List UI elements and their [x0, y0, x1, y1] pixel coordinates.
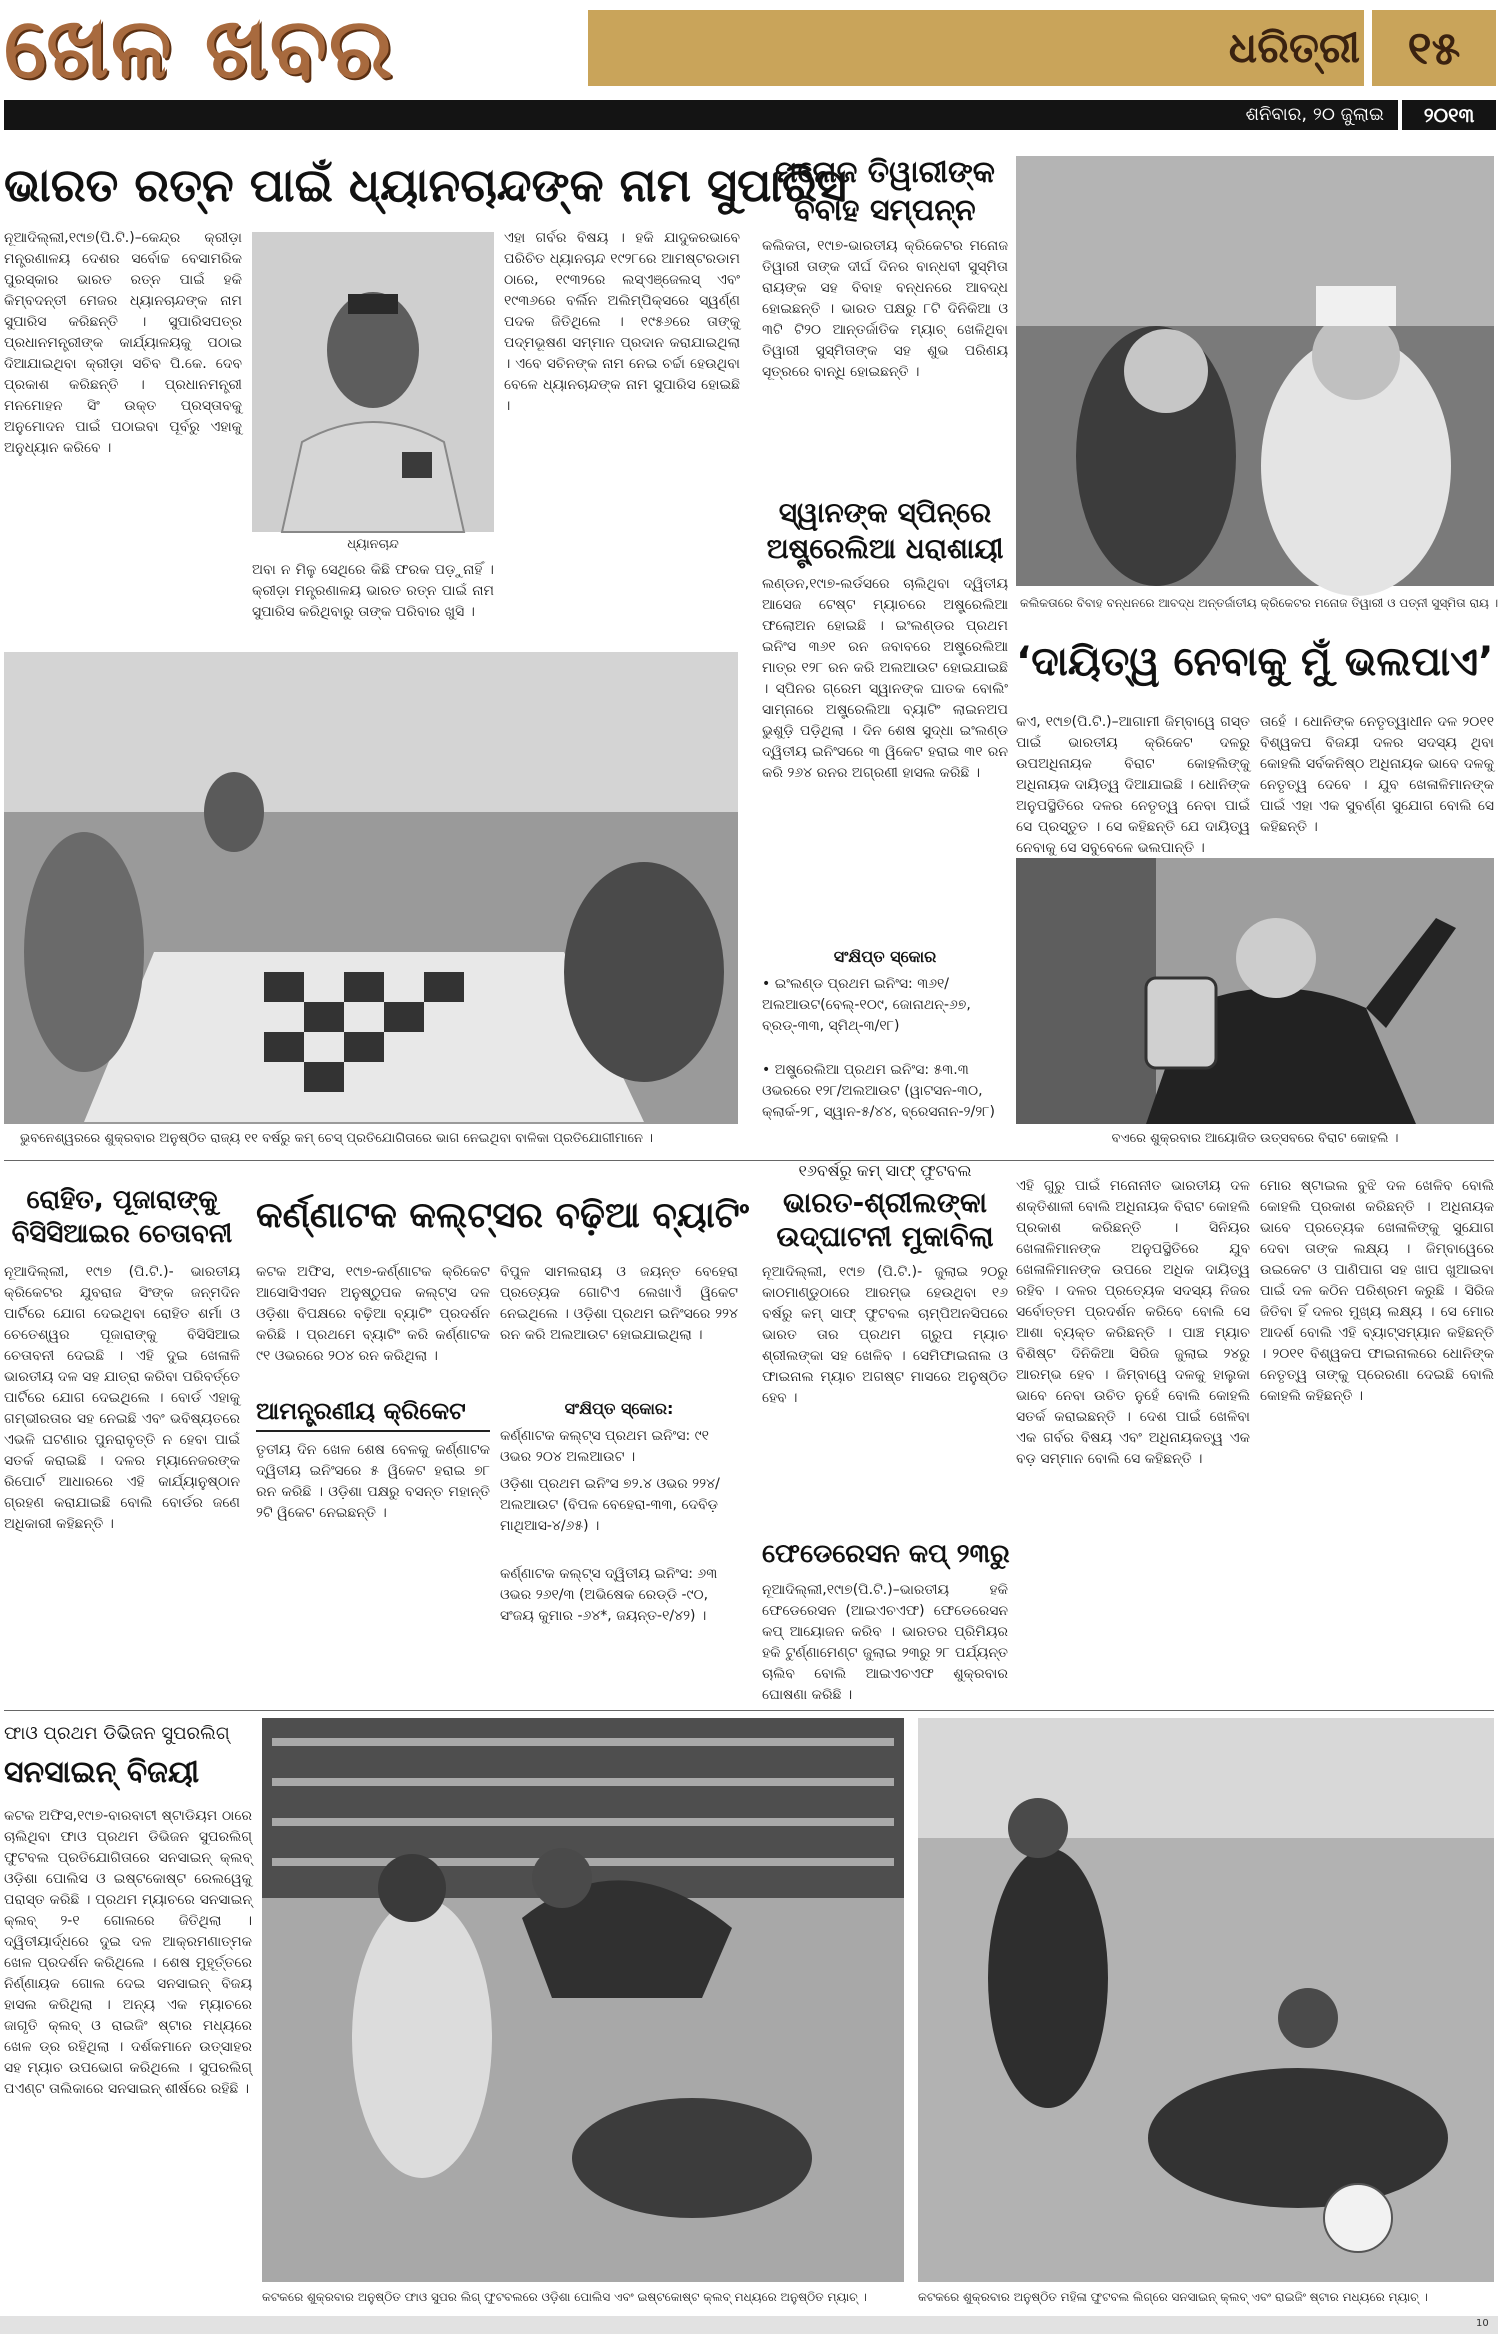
- kohli-cont-col1: ଏହି ଗୁରୁ ପାଇଁ ମନୋନୀତ ଭାରତୀୟ ଦଳ ଶକ୍ତିଶାଳୀ ବୋଲି ଅଧିନାୟକ ବିରାଟ କୋହଲି ପ୍ରକାଶ କରିଛନ୍ତି । ସିନିୟର ଖେଳାଳିମାନଙ୍କ ଅନୁପସ୍ଥିତିରେ ଯୁବ ଖେଳାଳିମାନଙ୍କ ଉପରେ ଅଧିକ ଦାୟିତ୍ୱ ରହିବ । ଦଳର ପ୍ରତ୍ୟେକ ସଦସ୍ୟ ନିଜର ସର୍ବୋତ୍ତମ ପ୍ରଦର୍ଶନ କରିବେ ବୋଲି ସେ ଆଶା ବ୍ୟକ୍ତ କରିଛନ୍ତି । ପାଞ୍ଚ ମ୍ୟାଚ ବିଶିଷ୍ଟ ଦିନିକିଆ ସିରିଜ ଜୁଲାଇ ୨୪ରୁ ଆରମ୍ଭ ହେବ । ଜିମ୍ବାୱେ ଦଳକୁ ହାଲୁକା ଭାବେ ନେବା ଉଚିତ ନୁହେଁ ବୋଲି କୋହଲି ସତର୍କ କରାଇଛନ୍ତି । ଦେଶ ପାଇଁ ଖେଳିବା ଏକ ଗର୍ବର ବିଷୟ ଏବଂ ଅଧିନାୟକତ୍ୱ ଏକ ବଡ଼ ସମ୍ମାନ ବୋଲି ସେ କହିଛନ୍ତି ।: [1016, 1178, 1250, 1467]
- manoj-headline-2: ବିବାହ ସମ୍ପନ୍ନ: [794, 193, 976, 228]
- swann-headline-1: ସ୍ୱାନଙ୍କ ସ୍ପିନ୍‌ରେ: [778, 496, 992, 529]
- football-caption-right: କଟକରେ ଶୁକ୍ରବାର ଅନୁଷ୍ଠିତ ମହିଳା ଫୁଟବଲ ଲିଗ୍‌ରେ ସନସାଇନ୍ କ୍ଲବ୍ ଏବଂ ରାଇଜିଂ ଷ୍ଟାର ମଧ୍ୟରେ ମ୍ୟାଚ୍ ।: [918, 2290, 1428, 2304]
- sunshine-kicker: ଫାଓ ପ୍ରଥମ ଡିଭିଜନ ସୁପରଲିଗ୍: [4, 1723, 230, 1744]
- rohit-headline-2: ବିସିସିଆଇର ଚେତାବନୀ: [11, 1219, 233, 1249]
- page-number: ୧୫: [1372, 10, 1496, 86]
- manoj-headline-1: ମନୋଜ ତିୱାରୀଙ୍କ: [775, 155, 995, 190]
- swann-headline-2: ଅଷ୍ଟ୍ରେଲିଆ ଧରାଶାୟୀ: [766, 532, 1004, 565]
- karnataka-col2: ବିପୁଳ ସାମଲରାୟ ଓ ଜୟନ୍ତ ବେହେରା ପ୍ରତ୍ୟେକ ଗୋଟିଏ ଲେଖାଏଁ ୱିକେଟ ନେଇଥିଲେ । ଓଡ଼ିଶା ପ୍ରଥମ ଇନିଂସରେ ୨୨୪ ରନ କରି ଅଲଆଉଟ ହୋଇଯାଇଥିଲା ।: [500, 1264, 738, 1343]
- football-photo-right: [918, 1718, 1494, 2282]
- saff-headline-1: ଭାରତ-ଶ୍ରୀଲଙ୍କା: [782, 1186, 987, 1219]
- bottom-divider: [4, 1710, 1494, 1711]
- football-photo-left: [262, 1718, 904, 2282]
- karnataka-score-3: କର୍ଣ୍ଣାଟକ କଲ୍‌ଟ୍ସ ଦ୍ୱିତୀୟ ଇନିଂସ: ୬୩ ଓଭର ୨୬୧/୩ (ଅଭିଷେକ ରେଡ୍ଡି -୯୦, ସଂଜୟ କୁମାର -୬୪*, ଜୟନ୍ତ-୧/୪୨) ।: [500, 1566, 718, 1624]
- dhyanchand-caption: ଧ୍ୟାନଚାନ୍ଦ: [347, 537, 399, 552]
- section-divider: [4, 1160, 1494, 1161]
- rohit-body: ନୂଆଦିଲ୍ଲୀ, ୧୯ା୭ (ପି.ଟି.)- ଭାରତୀୟ କ୍ରିକେଟର ଯୁବରାଜ ସିଂଙ୍କ ଜନ୍ମଦିନ ପାର୍ଟିରେ ଯୋଗ ଦେଇଥିବା ରୋହିତ ଶର୍ମା ଓ ଚେତେଶ୍ୱର ପୂଜାରାଙ୍କୁ ବିସିସିଆଇ ଚେତାବନୀ ଦେଇଛି । ଏହି ଦୁଇ ଖେଳାଳି ଭାରତୀୟ ଦଳ ସହ ଯାତ୍ରା କରିବା ପରିବର୍ତ୍ତେ ପାର୍ଟିରେ ଯୋଗ ଦେଇଥିଲେ । ବୋର୍ଡ ଏହାକୁ ଗମ୍ଭୀରତାର ସହ ନେଇଛି ଏବଂ ଭବିଷ୍ୟତରେ ଏଭଳି ଘଟଣାର ପୁନରାବୃତ୍ତି ନ ହେବା ପାଇଁ ସତର୍କ କରାଇଛି । ଦଳର ମ୍ୟାନେଜରଙ୍କ ରିପୋର୍ଟ ଆଧାରରେ ଏହି କାର୍ଯ୍ୟାନୁଷ୍ଠାନ ଗ୍ରହଣ କରାଯାଇଛି ବୋଲି ବୋର୍ଡର ଜଣେ ଅଧିକାରୀ କହିଛନ୍ତି ।: [4, 1264, 240, 1532]
- paper-name: ଧରିତ୍ରୀ: [1228, 23, 1360, 72]
- chess-caption: ଭୁବନେଶ୍ୱରରେ ଶୁକ୍ରବାର ଅନୁଷ୍ଠିତ ରାଜ୍ୟ ୧୧ ବର୍ଷରୁ କମ୍ ଚେସ୍ ପ୍ରତିଯୋଗିତାରେ ଭାଗ ନେଇଥିବା ବାଳିକା ପ୍ରତିଯୋଗୀମାନେ ।: [20, 1131, 654, 1146]
- swann-score-1: • ଇଂଲଣ୍ଡ ପ୍ରଥମ ଇନିଂସ: ୩୬୧/ ଅଲଆଉଟ(ବେଲ୍-୧୦୯, ଜୋନାଥନ୍-୬୭, ବ୍ରଡ୍-୩୩, ସ୍ମିଥ୍-୩/୧୮): [762, 976, 971, 1034]
- kohli-illustration: [1016, 858, 1494, 1124]
- saff-kicker: ୧୬ବର୍ଷରୁ କମ୍ ସାଫ୍ ଫୁଟବଲ: [798, 1161, 972, 1180]
- swann-body: ଲଣ୍ଡନ,୧୯ା୭-ଲର୍ଡସରେ ଚାଲିଥିବା ଦ୍ୱିତୀୟ ଆସେଜ ଟେଷ୍ଟ ମ୍ୟାଚରେ ଅଷ୍ଟ୍ରେଲିଆ ଫଲୋଅନ ହୋଇଛି । ଇଂଲଣ୍ଡର ପ୍ରଥମ ଇନିଂସ ୩୬୧ ରନ ଜବାବରେ ଅଷ୍ଟ୍ରେଲିଆ ମାତ୍ର ୧୨୮ ରନ କରି ଅଲଆଉଟ ହୋଇଯାଇଛି । ସ୍ପିନର ଗ୍ରେମ ସ୍ୱାନଙ୍କ ଘାତକ ବୋଲିଂ ସାମ୍ନାରେ ଅଷ୍ଟ୍ରେଲିଆ ବ୍ୟାଟିଂ ଲାଇନଅପ ଭୁଶୁଡ଼ି ପଡ଼ିଥିଲା । ଦିନ ଶେଷ ସୁଦ୍ଧା ଇଂଲଣ୍ଡ ଦ୍ୱିତୀୟ ଇନିଂସରେ ୩ ୱିକେଟ ହରାଇ ୩୧ ରନ କରି ୨୬୪ ରନର ଅଗ୍ରଣୀ ହାସଲ କରିଛି ।: [762, 576, 1008, 781]
- saff-headline-2: ଉଦ୍‌ଘାଟନୀ ମୁକାବିଲା: [776, 1220, 994, 1253]
- chess-photo: [4, 652, 738, 1124]
- dhyanchand-col1: ନୂଆଦିଲ୍ଲୀ,୧୯ା୭(ପି.ଟି.)–କେନ୍ଦ୍ର କ୍ରୀଡ଼ା ମନ୍ତ୍ରଣାଳୟ ଦେଶର ସର୍ବୋଚ୍ଚ ବେସାମରିକ ପୁରସ୍କାର ଭାରତ ରତ୍ନ ପାଇଁ ହକି କିମ୍ବଦନ୍ତୀ ମେଜର ଧ୍ୟାନଚାନ୍ଦଙ୍କ ନାମ ସୁପାରିସ କରିଛନ୍ତି । ସୁପାରିସପତ୍ର ପ୍ରଧାନମନ୍ତ୍ରୀଙ୍କ କାର୍ଯ୍ୟାଳୟକୁ ପଠାଇ ଦିଆଯାଇଥିବା କ୍ରୀଡ଼ା ସଚିବ ପି.କେ. ଦେବ ପ୍ରକାଶ କରିଛନ୍ତି । ପ୍ରଧାନମନ୍ତ୍ରୀ ମନମୋହନ ସିଂ ଉକ୍ତ ପ୍ରସ୍ତାବକୁ ଅନୁମୋଦନ ପାଇଁ ପଠାଇବା ପୂର୍ବରୁ ଏହାକୁ ଅନୁଧ୍ୟାନ କରିବେ ।: [4, 230, 242, 456]
- manoj-body: କଲିକତା, ୧୯ା୭-ଭାରତୀୟ କ୍ରିକେଟର ମନୋଜ ତିୱାରୀ ତାଙ୍କ ଦୀର୍ଘ ଦିନର ବାନ୍ଧବୀ ସୁସ୍ମିତା ରାୟଙ୍କ ସହ ବିବାହ ବନ୍ଧନରେ ଆବଦ୍ଧ ହୋଇଛନ୍ତି । ଭାରତ ପକ୍ଷରୁ ୮ଟି ଦିନିକିଆ ଓ ୩ଟି ଟି୨୦ ଆନ୍ତର୍ଜାତିକ ମ୍ୟାଚ୍ ଖେଳିଥିବା ତିୱାରୀ ସୁସ୍ମିତାଙ୍କ ସହ ଶୁଭ ପରିଣୟ ସୂତ୍ରରେ ବାନ୍ଧି ହୋଇଛନ୍ତି ।: [762, 238, 1008, 380]
- federation-body: ନୂଆଦିଲ୍ଲୀ,୧୯ା୭(ପି.ଟି.)–ଭାରତୀୟ ହକି ଫେଡେରେସନ (ଆଇଏଚଏଫ) ଫେଡେରେସନ କପ୍ ଆୟୋଜନ କରିବ । ଭାରତର ପ୍ରିମିୟର ହକି ଟୁର୍ଣ୍ଣାମେଣ୍ଟ ଜୁଲାଇ ୨୩ରୁ ୨୮ ପର୍ଯ୍ୟନ୍ତ ଚାଲିବ ବୋଲି ଆଇଏଚଏଫ ଶୁକ୍ରବାର ଘୋଷଣା କରିଛି ।: [762, 1582, 1008, 1703]
- kohli-headline: ‘ଦାୟିତ୍ୱ ନେବାକୁ ମୁଁ ଭଲପାଏ’: [1016, 639, 1494, 685]
- football-caption-left: କଟକରେ ଶୁକ୍ରବାର ଅନୁଷ୍ଠିତ ଫାଓ ସୁପର ଲିଗ୍ ଫୁଟବଲରେ ଓଡ଼ିଶା ପୋଲିସ ଏବଂ ଇଷ୍ଟକୋଷ୍ଟ କ୍ଲବ୍ ମଧ୍ୟରେ ଅନୁଷ୍ଠିତ ମ୍ୟାଚ୍ ।: [262, 2290, 867, 2304]
- football-men-illustration: [262, 1718, 904, 2282]
- dhyanchand-bottom: ଅବା ନ ମିଳୁ ସେଥିରେ କିଛି ଫରକ ପଡ଼ୁନାହିଁ । କ୍ରୀଡ଼ା ମନ୍ତ୍ରଣାଳୟ ଭାରତ ରତ୍ନ ପାଇଁ ନାମ ସୁପାରିସ କରିଥିବାରୁ ତାଙ୍କ ପରିବାର ଖୁସି ।: [252, 562, 494, 620]
- kohli-photo: [1016, 858, 1494, 1124]
- karnataka-subhead: ଆମନ୍ତ୍ରଣୀୟ କ୍ରିକେଟ: [256, 1398, 490, 1432]
- karnataka-score-title: ସଂକ୍ଷିପ୍ତ ସ୍କୋର:: [564, 1399, 674, 1418]
- swann-score-2: • ଅଷ୍ଟ୍ରେଲିଆ ପ୍ରଥମ ଇନିଂସ: ୫୩.୩ ଓଭରରେ ୧୨୮/ଅଲଆଉଟ (ୱାଟସନ-୩୦, କ୍ଲାର୍କ-୨୮, ସ୍ୱାନ-୫/୪୪, ବ୍ରେସନାନ-୨/୨୮): [762, 1062, 995, 1120]
- kohli-body: କଏ, ୧୯ା୭(ପି.ଟି.)–ଆଗାମୀ ଜିମ୍ବାୱେ ଗସ୍ତ ପାଇଁ ଭାରତୀୟ କ୍ରିକେଟ ଦଳରୁ ଉପଅଧିନାୟକ ବିରାଟ କୋହଲିଙ୍କୁ ଅଧିନାୟକ ଦାୟିତ୍ୱ ଦିଆଯାଇଛି । ଧୋନିଙ୍କ ଅନୁପସ୍ଥିତିରେ ଦଳର ନେତୃତ୍ୱ ନେବା ପାଇଁ ସେ ପ୍ରସ୍ତୁତ । ସେ କହିଛନ୍ତି ଯେ ଦାୟିତ୍ୱ ନେବାକୁ ସେ ସବୁବେଳେ ଭଲପାନ୍ତି ।: [1016, 714, 1250, 856]
- saff-body: ନୂଆଦିଲ୍ଲୀ, ୧୯ା୭ (ପି.ଟି.)- ଜୁଲାଇ ୨୦ରୁ କାଠମାଣ୍ଡୁଠାରେ ଆରମ୍ଭ ହେଉଥିବା ୧୬ ବର୍ଷରୁ କମ୍ ସାଫ୍ ଫୁଟବଲ ଚାମ୍ପିଅନସିପରେ ଭାରତ ତାର ପ୍ରଥମ ଗ୍ରୁପ ମ୍ୟାଚ ଶ୍ରୀଲଙ୍କା ସହ ଖେଳିବ । ସେମିଫାଇନାଲ ଓ ଫାଇନାଲ ମ୍ୟାଚ ଅଗଷ୍ଟ ମାସରେ ଅନୁଷ୍ଠିତ ହେବ ।: [762, 1264, 1008, 1406]
- swann-score-title: ସଂକ୍ଷିପ୍ତ ସ୍କୋର: [833, 947, 937, 966]
- karnataka-score-2: ଓଡ଼ିଶା ପ୍ରଥମ ଇନିଂସ ୭୨.୪ ଓଭର ୨୨୪/ଅଲଆଉଟ (ବିପଳ ବେହେରା-୩୩, ଦେବିଡ଼ ମାଥିଆସ-୪/୬୫) ।: [500, 1476, 720, 1534]
- sunshine-body: କଟକ ଅଫିସ,୧୯ା୭-ବାରବାଟୀ ଷ୍ଟାଡିୟମ ଠାରେ ଚାଲିଥିବା ଫାଓ ପ୍ରଥମ ଡିଭିଜନ ସୁପରଲିଗ୍ ଫୁଟବଲ ପ୍ରତିଯୋଗିତାରେ ସନସାଇନ୍ କ୍ଲବ୍ ଓଡ଼ିଶା ପୋଲିସ ଓ ଇଷ୍ଟକୋଷ୍ଟ ରେଲୱେକୁ ପରାସ୍ତ କରିଛି । ପ୍ରଥମ ମ୍ୟାଚରେ ସନସାଇନ୍ କ୍ଲବ୍ ୨-୧ ଗୋଲରେ ଜିତିଥିଲା । ଦ୍ୱିତୀୟାର୍ଦ୍ଧରେ ଦୁଇ ଦଳ ଆକ୍ରମଣାତ୍ମକ ଖେଳ ପ୍ରଦର୍ଶନ କରିଥିଲେ । ଶେଷ ମୁହୂର୍ତ୍ତରେ ନିର୍ଣ୍ଣାୟକ ଗୋଲ ଦେଇ ସନସାଇନ୍ ବିଜୟ ହାସଲ କରିଥିଲା । ଅନ୍ୟ ଏକ ମ୍ୟାଚରେ ଜାଗୃତି କ୍ଲବ୍ ଓ ରାଇଜିଂ ଷ୍ଟାର ମଧ୍ୟରେ ଖେଳ ଡ୍ର ରହିଥିଲା । ଦର୍ଶକମାନେ ଉତ୍ସାହର ସହ ମ୍ୟାଚ ଉପଭୋଗ କରିଥିଲେ । ସୁପରଲିଗ୍ ପଏଣ୍ଟ ତାଲିକାରେ ସନସାଇନ୍ ଶୀର୍ଷରେ ରହିଛି ।: [4, 1808, 252, 2097]
- chess-illustration: [4, 652, 738, 1124]
- karnataka-col1b: ତୃତୀୟ ଦିନ ଖେଳ ଶେଷ ବେଳକୁ କର୍ଣ୍ଣାଟକ ଦ୍ୱିତୀୟ ଇନିଂସରେ ୫ ୱିକେଟ ହରାଇ ୭୮ ରନ କରିଛି । ଓଡ଼ିଶା ପକ୍ଷରୁ ବସନ୍ତ ମହାନ୍ତି ୨ଟି ୱିକେଟ ନେଇଛନ୍ତି ।: [256, 1442, 490, 1521]
- footer-bar: [0, 2316, 1498, 2334]
- football-women-illustration: [918, 1718, 1494, 2282]
- dhyanchand-headline: ଭାରତ ରତ୍ନ ପାଇଁ ଧ୍ୟାନଚାନ୍ଦଙ୍କ ନାମ ସୁପାରିସ: [4, 158, 847, 212]
- dhyanchand-photo: [252, 232, 494, 532]
- page-marker: 10: [1476, 2318, 1489, 2329]
- kohli-caption: ବଏରେ ଶୁକ୍ରବାର ଆୟୋଜିତ ଉତ୍ସବରେ ବିରାଟ କୋହଲି ।: [1111, 1131, 1399, 1146]
- section-title: ଖେଳ ଖବର: [4, 0, 395, 97]
- karnataka-headline: କର୍ଣ୍ଣାଟକ କଲ୍‌ଟ୍ସର ବଢ଼ିଆ ବ୍ୟାଟିଂ: [256, 1195, 749, 1236]
- dateline: ଶନିବାର, ୨୦ ଜୁଲାଇ: [4, 100, 1398, 130]
- dhyanchand-col2: ଏହା ଗର୍ବର ବିଷୟ । ହକି ଯାଦୁକରଭାବେ ପରିଚିତ ଧ୍ୟାନଚାନ୍ଦ ୧୯୨୮ରେ ଆମଷ୍ଟରଡାମ ଠାରେ, ୧୯୩୨ରେ ଲସ୍‌ଏଞ୍ଜେଲସ୍ ଏବଂ ୧୯୩୬ରେ ବର୍ଲିନ ଅଲିମ୍ପିକ୍ସରେ ସ୍ୱର୍ଣ୍ଣ ପଦକ ଜିତିଥିଲେ । ୧୯୫୬ରେ ତାଙ୍କୁ ପଦ୍ମଭୂଷଣ ସମ୍ମାନ ପ୍ରଦାନ କରାଯାଇଥିଲା । ଏବେ ସଚିନଙ୍କ ନାମ ନେଇ ଚର୍ଚ୍ଚା ହେଉଥିବା ବେଳେ ଧ୍ୟାନଚାନ୍ଦଙ୍କ ନାମ ସୁପାରିସ ହୋଇଛି ।: [504, 230, 740, 414]
- wedding-photo: [1016, 156, 1494, 586]
- sunshine-headline: ସନସାଇନ୍ ବିଜୟୀ: [4, 1755, 200, 1790]
- portrait-illustration: [252, 232, 494, 532]
- wedding-caption: କଲିକତାରେ ବିବାହ ବନ୍ଧନରେ ଆବଦ୍ଧ ଅନ୍ତର୍ଜାତୀୟ କ୍ରିକେଟର ମନୋଜ ତିୱାରୀ ଓ ପତ୍ନୀ ସୁସ୍ମିତା ରାୟ ।: [1020, 596, 1498, 610]
- year-badge: ୨୦୧୩: [1402, 100, 1496, 130]
- kohli-body2: ତାହେଁ । ଧୋନିଙ୍କ ନେତୃତ୍ୱାଧୀନ ଦଳ ୨୦୧୧ ବିଶ୍ୱକପ ବିଜୟୀ ଦଳର ସଦସ୍ୟ ଥିବା କୋହଲି ସର୍ବକନିଷ୍ଠ ଅଧିନାୟକ ଭାବେ ଦଳକୁ ନେତୃତ୍ୱ ଦେବେ । ଯୁବ ଖେଳାଳିମାନଙ୍କ ପାଇଁ ଏହା ଏକ ସୁବର୍ଣ୍ଣ ସୁଯୋଗ ବୋଲି ସେ କହିଛନ୍ତି ।: [1260, 714, 1494, 835]
- kohli-cont-col2: ମୋର ଷ୍ଟାଇଲ ବୁଝି ଦଳ ଖେଳିବ ବୋଲି କୋହଲି ପ୍ରକାଶ କରିଛନ୍ତି । ଅଧିନାୟକ ଭାବେ ପ୍ରତ୍ୟେକ ଖେଳାଳିଙ୍କୁ ସୁଯୋଗ ଦେବା ତାଙ୍କ ଲକ୍ଷ୍ୟ । ଜିମ୍ବାୱେରେ ଉଇକେଟ ଓ ପାଣିପାଗ ସହ ଖାପ ଖୁଆଇବା ପାଇଁ ଦଳ କଠିନ ପରିଶ୍ରମ କରୁଛି । ସିରିଜ ଜିତିବା ହିଁ ଦଳର ମୁଖ୍ୟ ଲକ୍ଷ୍ୟ । ସେ ମୋର ଆଦର୍ଶ ବୋଲି ଏହି ବ୍ୟାଟ୍ସମ୍ୟାନ କହିଛନ୍ତି । ୨୦୧୧ ବିଶ୍ୱକପ ଫାଇନାଲରେ ଧୋନିଙ୍କ ନେତୃତ୍ୱ ତାଙ୍କୁ ପ୍ରେରଣା ଦେଇଛି ବୋଲି କୋହଲି କହିଛନ୍ତି ।: [1260, 1178, 1494, 1404]
- karnataka-score-1: କର୍ଣ୍ଣାଟକ କଲ୍‌ଟ୍ସ ପ୍ରଥମ ଇନିଂସ: ୯୧ ଓଭର ୨୦୪ ଅଲଆଉଟ ।: [500, 1428, 709, 1465]
- rohit-headline-1: ରୋହିତ, ପୂଜାରାଙ୍କୁ: [26, 1185, 218, 1215]
- federation-headline: ଫେଡେରେସନ କପ୍ ୨୩ରୁ: [762, 1539, 1010, 1569]
- karnataka-col1: କଟକ ଅଫିସ, ୧୯ା୭-କର୍ଣ୍ଣାଟକ କ୍ରିକେଟ ଆସୋସିଏସନ ଅନୁଷ୍ଠୁପକ କଲ୍‌ଟ୍ସ ଦଳ ଓଡ଼ିଶା ବିପକ୍ଷରେ ବଢ଼ିଆ ବ୍ୟାଟିଂ ପ୍ରଦର୍ଶନ କରିଛି । ପ୍ରଥମେ ବ୍ୟାଟିଂ କରି କର୍ଣ୍ଣାଟକ ୯୧ ଓଭରରେ ୨୦୪ ରନ କରିଥିଲା ।: [256, 1264, 490, 1364]
- wedding-illustration: [1016, 156, 1494, 586]
